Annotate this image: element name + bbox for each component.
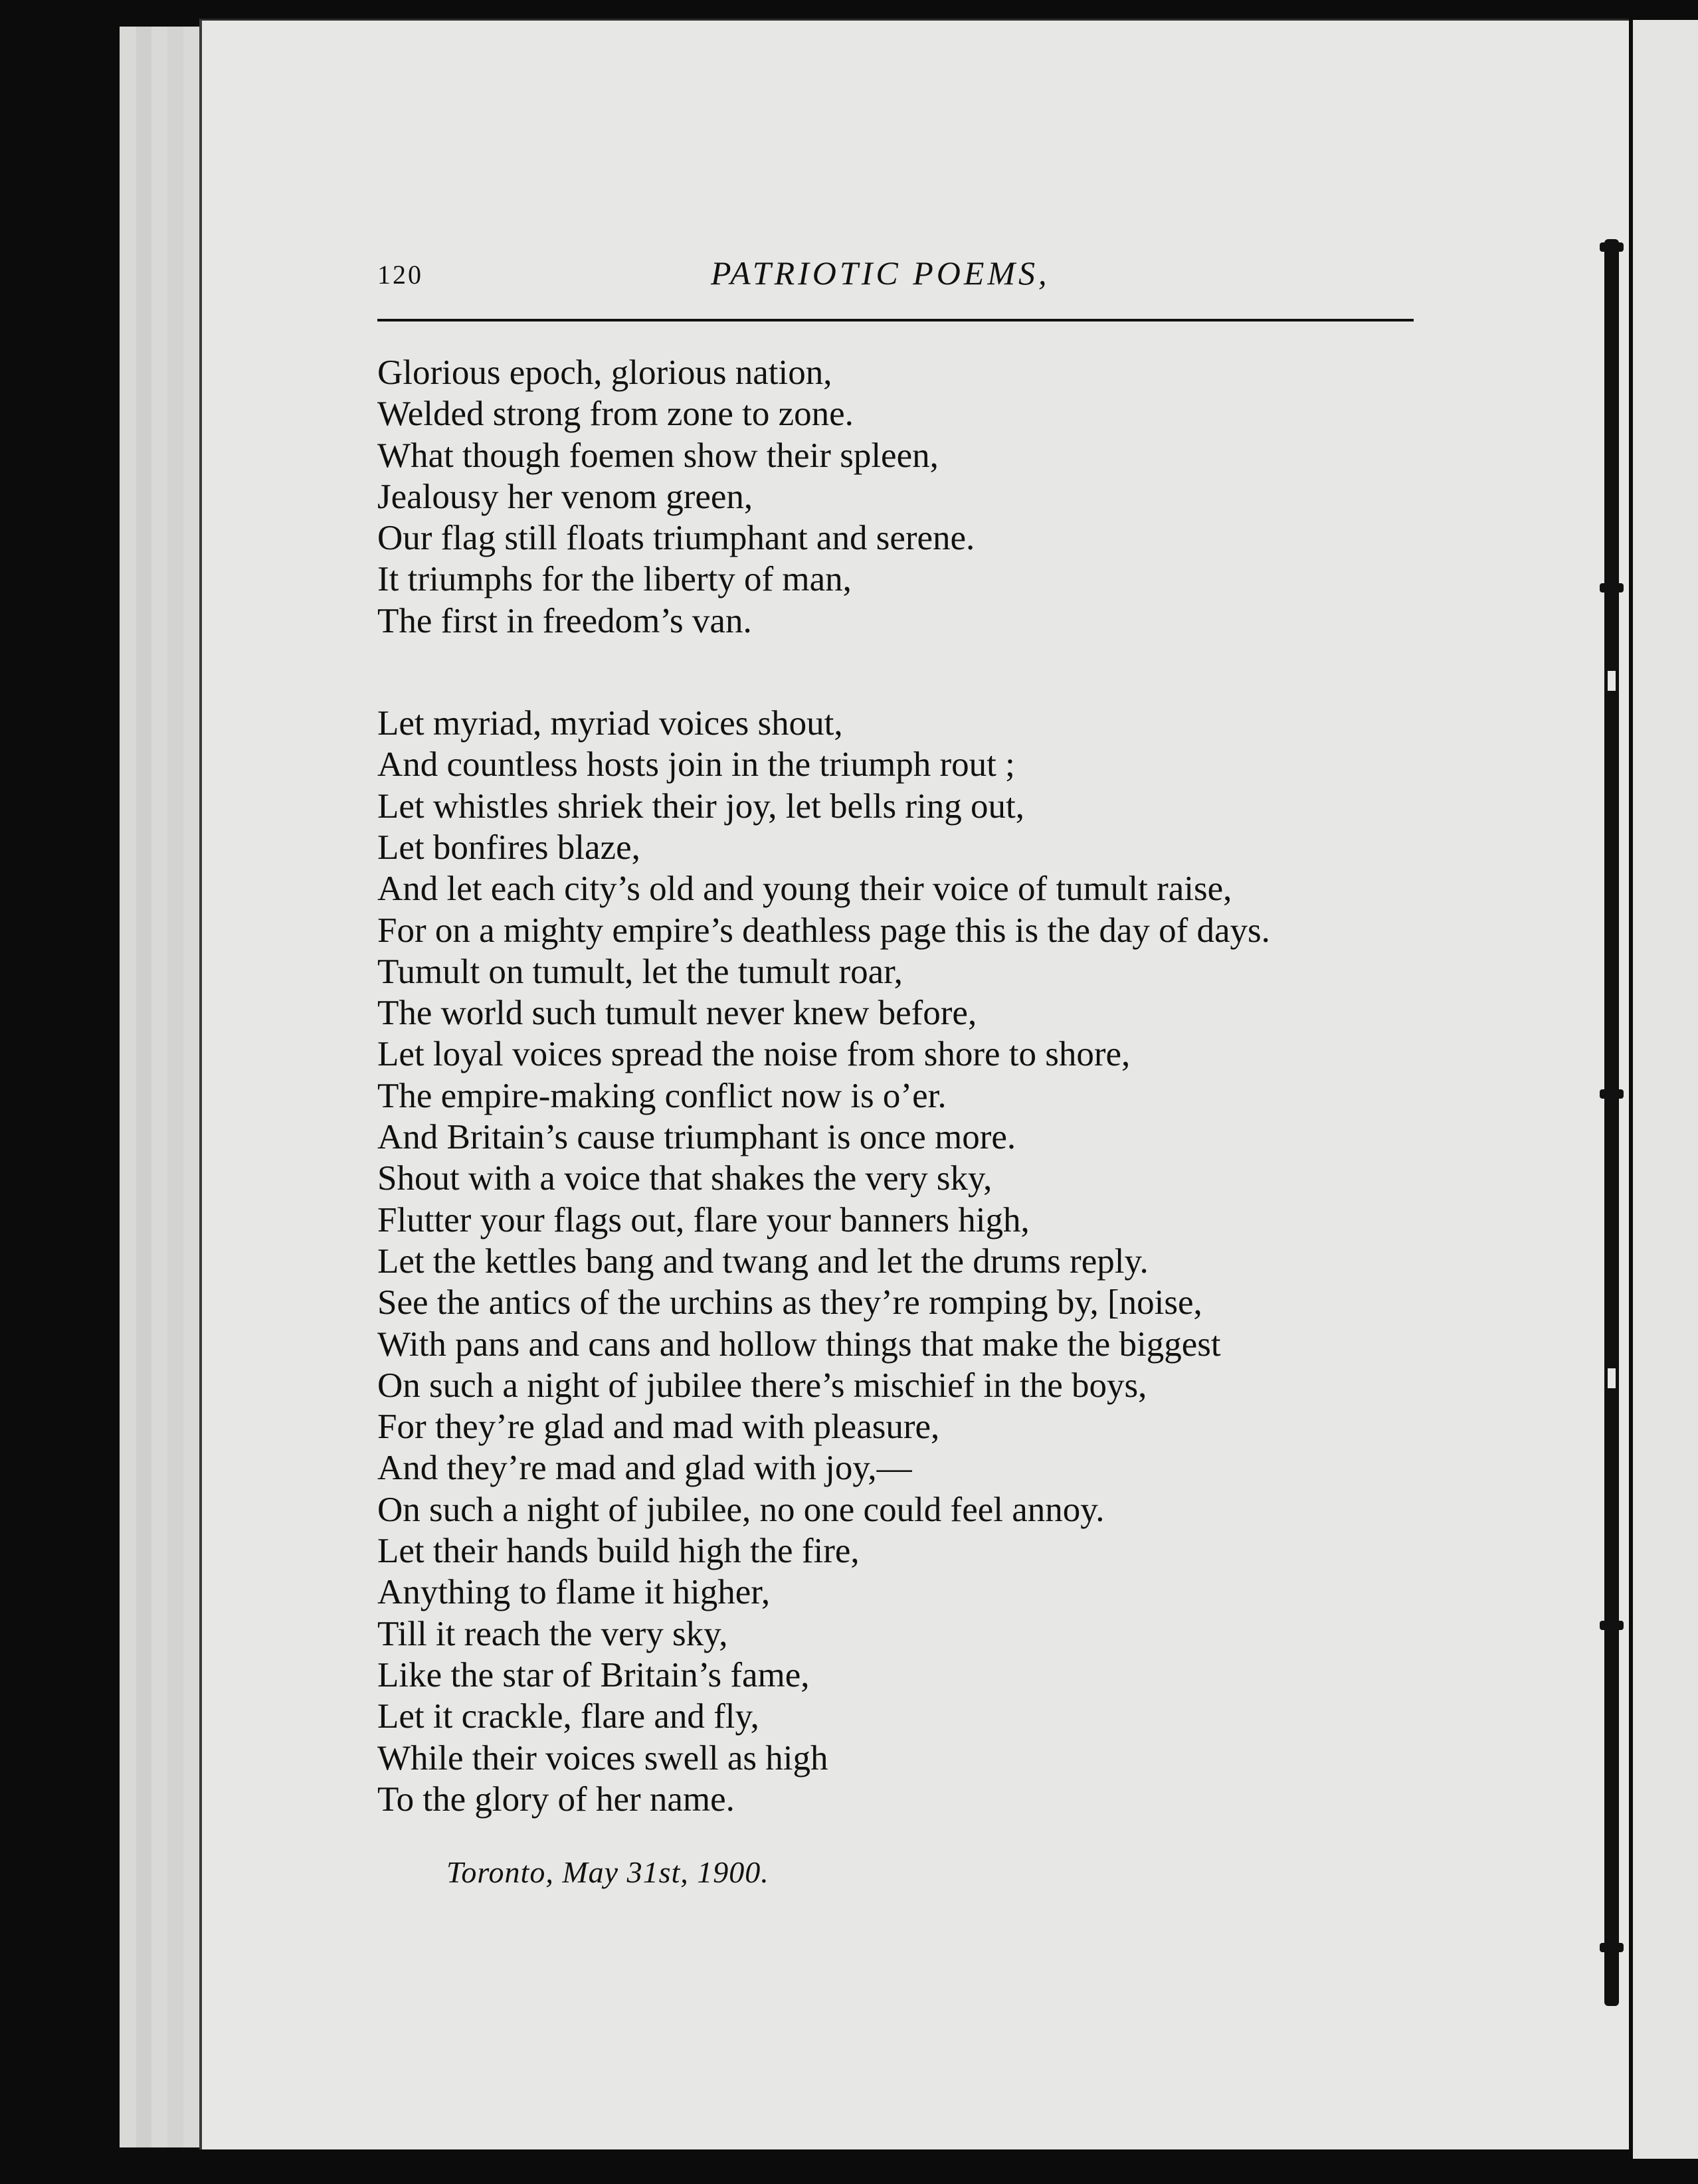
poem-line: With pans and cans and hollow things that make the biggest xyxy=(377,1324,1221,1364)
page-number: 120 xyxy=(377,260,423,290)
poem-line: What though foemen show their spleen, xyxy=(377,436,939,475)
poem-line: For they’re glad and mad with pleasure, xyxy=(377,1408,940,1447)
poem-line: Our flag still floats triumphant and serene. xyxy=(377,519,975,558)
poem-body xyxy=(377,352,1454,1820)
poem-line: And they’re mad and glad with joy,— xyxy=(377,1449,912,1488)
poem-line: Like the star of Britain’s fame, xyxy=(377,1655,810,1694)
poem-line: On such a night of jubilee, no one could feel annoy. xyxy=(377,1490,1105,1529)
poem-line: Till it reach the very sky, xyxy=(377,1614,728,1653)
poem-line: Let loyal voices spread the noise from shore to shore, xyxy=(377,1035,1131,1074)
binding-stitch xyxy=(1600,1621,1624,1630)
poem-line: The first in freedom’s van. xyxy=(377,601,752,640)
poem-line: Glorious epoch, glorious nation, xyxy=(377,353,832,392)
poem-line: Let myriad, myriad voices shout, xyxy=(377,704,843,743)
stanza-1 xyxy=(377,352,1454,642)
poem-line: The empire-making conflict now is o’er. xyxy=(377,1076,947,1115)
poem-line: Let it crackle, flare and fly, xyxy=(377,1697,759,1736)
signature-line: Toronto, May 31st, 1900. xyxy=(446,1855,769,1889)
page-edge xyxy=(183,27,201,2147)
poem-line: Let their hands build high the fire, xyxy=(377,1532,860,1571)
facing-page xyxy=(1633,20,1698,2159)
poem-line: Anything to flame it higher, xyxy=(377,1573,771,1612)
poem-line: Let bonfires blaze, xyxy=(377,828,640,867)
poem-line: And Britain’s cause triumphant is once more. xyxy=(377,1118,1016,1157)
poem-line: Flutter your flags out, flare your banners high, xyxy=(377,1200,1030,1239)
poem-line: Let whistles shriek their joy, let bells ring out, xyxy=(377,786,1024,826)
running-head: PATRIOTIC POEMS, xyxy=(711,254,1050,292)
poem-line: Welded strong from zone to zone. xyxy=(377,395,854,434)
poem-line: Tumult on tumult, let the tumult roar, xyxy=(377,952,903,991)
poem-line: On such a night of jubilee there’s mischief in the boys, xyxy=(377,1366,1147,1405)
stanza-2 xyxy=(377,703,1454,1820)
binding-stitch xyxy=(1600,1943,1624,1952)
poem-line: For on a mighty empire’s deathless page this is the day of days. xyxy=(377,911,1270,950)
poem-line: Shout with a voice that shakes the very sky, xyxy=(377,1159,992,1198)
poem-line: Let the kettles bang and twang and let the drums reply. xyxy=(377,1241,1149,1281)
poem-line: Jealousy her venom green, xyxy=(377,477,753,516)
poem-line: The world such tumult never knew before, xyxy=(377,994,977,1033)
binding-stitch xyxy=(1600,1089,1624,1099)
binding-gap xyxy=(1608,1368,1616,1388)
poem-line: See the antics of the urchins as they’re romping by, [noise, xyxy=(377,1283,1202,1322)
poem-line: And countless hosts join in the triumph rout ; xyxy=(377,745,1015,784)
binding-stitch xyxy=(1600,242,1624,252)
poem-line: While their voices swell as high xyxy=(377,1738,828,1777)
poem-line: It triumphs for the liberty of man, xyxy=(377,560,852,599)
poem-line: To the glory of her name. xyxy=(377,1779,735,1819)
poem-line: And let each city’s old and young their voice of tumult raise, xyxy=(377,869,1232,909)
binding-gap xyxy=(1608,671,1616,691)
binding-thread xyxy=(1604,239,1619,2006)
binding-stitch xyxy=(1600,583,1624,592)
header-rule xyxy=(377,319,1414,321)
